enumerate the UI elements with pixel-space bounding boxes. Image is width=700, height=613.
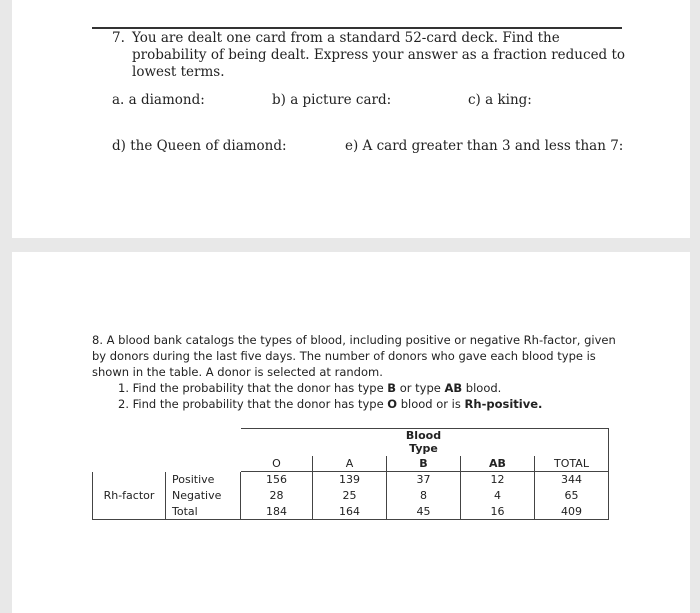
question-8-list	[118, 380, 622, 412]
table-cell: 156	[241, 472, 313, 488]
blood-type-header: Blood Type	[387, 429, 461, 456]
rh-factor-label: Rh-factor	[93, 472, 166, 520]
table-cell: 409	[535, 504, 609, 520]
table-cell: 12	[461, 472, 535, 488]
question-8	[92, 332, 622, 412]
table-cell: 184	[241, 504, 313, 520]
row-label: Positive	[166, 472, 241, 488]
table-cell: 344	[535, 472, 609, 488]
table-cell: 4	[461, 488, 535, 504]
question-8-item-1: 1. Find the probability that the donor has type B or type AB blood.	[118, 381, 502, 395]
column-header: B	[387, 456, 461, 472]
table-row	[93, 472, 609, 488]
question-8-intro: 8. A blood bank catalogs the types of blood, including positive or negative Rh-factor, given by donors during the last five days. The number of donors who gave each blood type is shown in the table. A donor is selected at random.	[92, 333, 616, 379]
column-header: O	[241, 456, 313, 472]
table-cell: 28	[241, 488, 313, 504]
table-cell: 139	[313, 472, 387, 488]
column-header: A	[313, 456, 387, 472]
table-cell: 45	[387, 504, 461, 520]
question-7-card	[12, 0, 690, 238]
column-header: AB	[461, 456, 535, 472]
part-d: d) the Queen of diamond:	[112, 138, 287, 154]
row-label: Negative	[166, 488, 241, 504]
part-b: b) a picture card:	[272, 92, 392, 108]
part-e: e) A card greater than 3 and less than 7:	[345, 138, 624, 154]
row-label: Total	[166, 504, 241, 520]
table-cell: 25	[313, 488, 387, 504]
question-8-card	[12, 252, 690, 613]
table-cell: 16	[461, 504, 535, 520]
table-row	[93, 488, 609, 504]
question-7-number: 7.	[112, 30, 125, 46]
table-cell: 164	[313, 504, 387, 520]
top-rule	[92, 27, 622, 29]
blood-type-table	[92, 428, 609, 520]
table-cell: 37	[387, 472, 461, 488]
question-8-item-2: 2. Find the probability that the donor has type O blood or is Rh-positive.	[118, 397, 543, 411]
table-cell: 65	[535, 488, 609, 504]
part-c: c) a king:	[468, 92, 532, 108]
question-7-text: You are dealt one card from a standard 52-card deck. Find the probability of being dealt. Express your answer as a fraction reduced to lowest terms.	[132, 30, 626, 80]
column-header: TOTAL	[535, 456, 609, 472]
table-cell: 8	[387, 488, 461, 504]
part-a: a. a diamond:	[112, 92, 205, 108]
question-7	[112, 30, 632, 81]
table-row	[93, 504, 609, 520]
